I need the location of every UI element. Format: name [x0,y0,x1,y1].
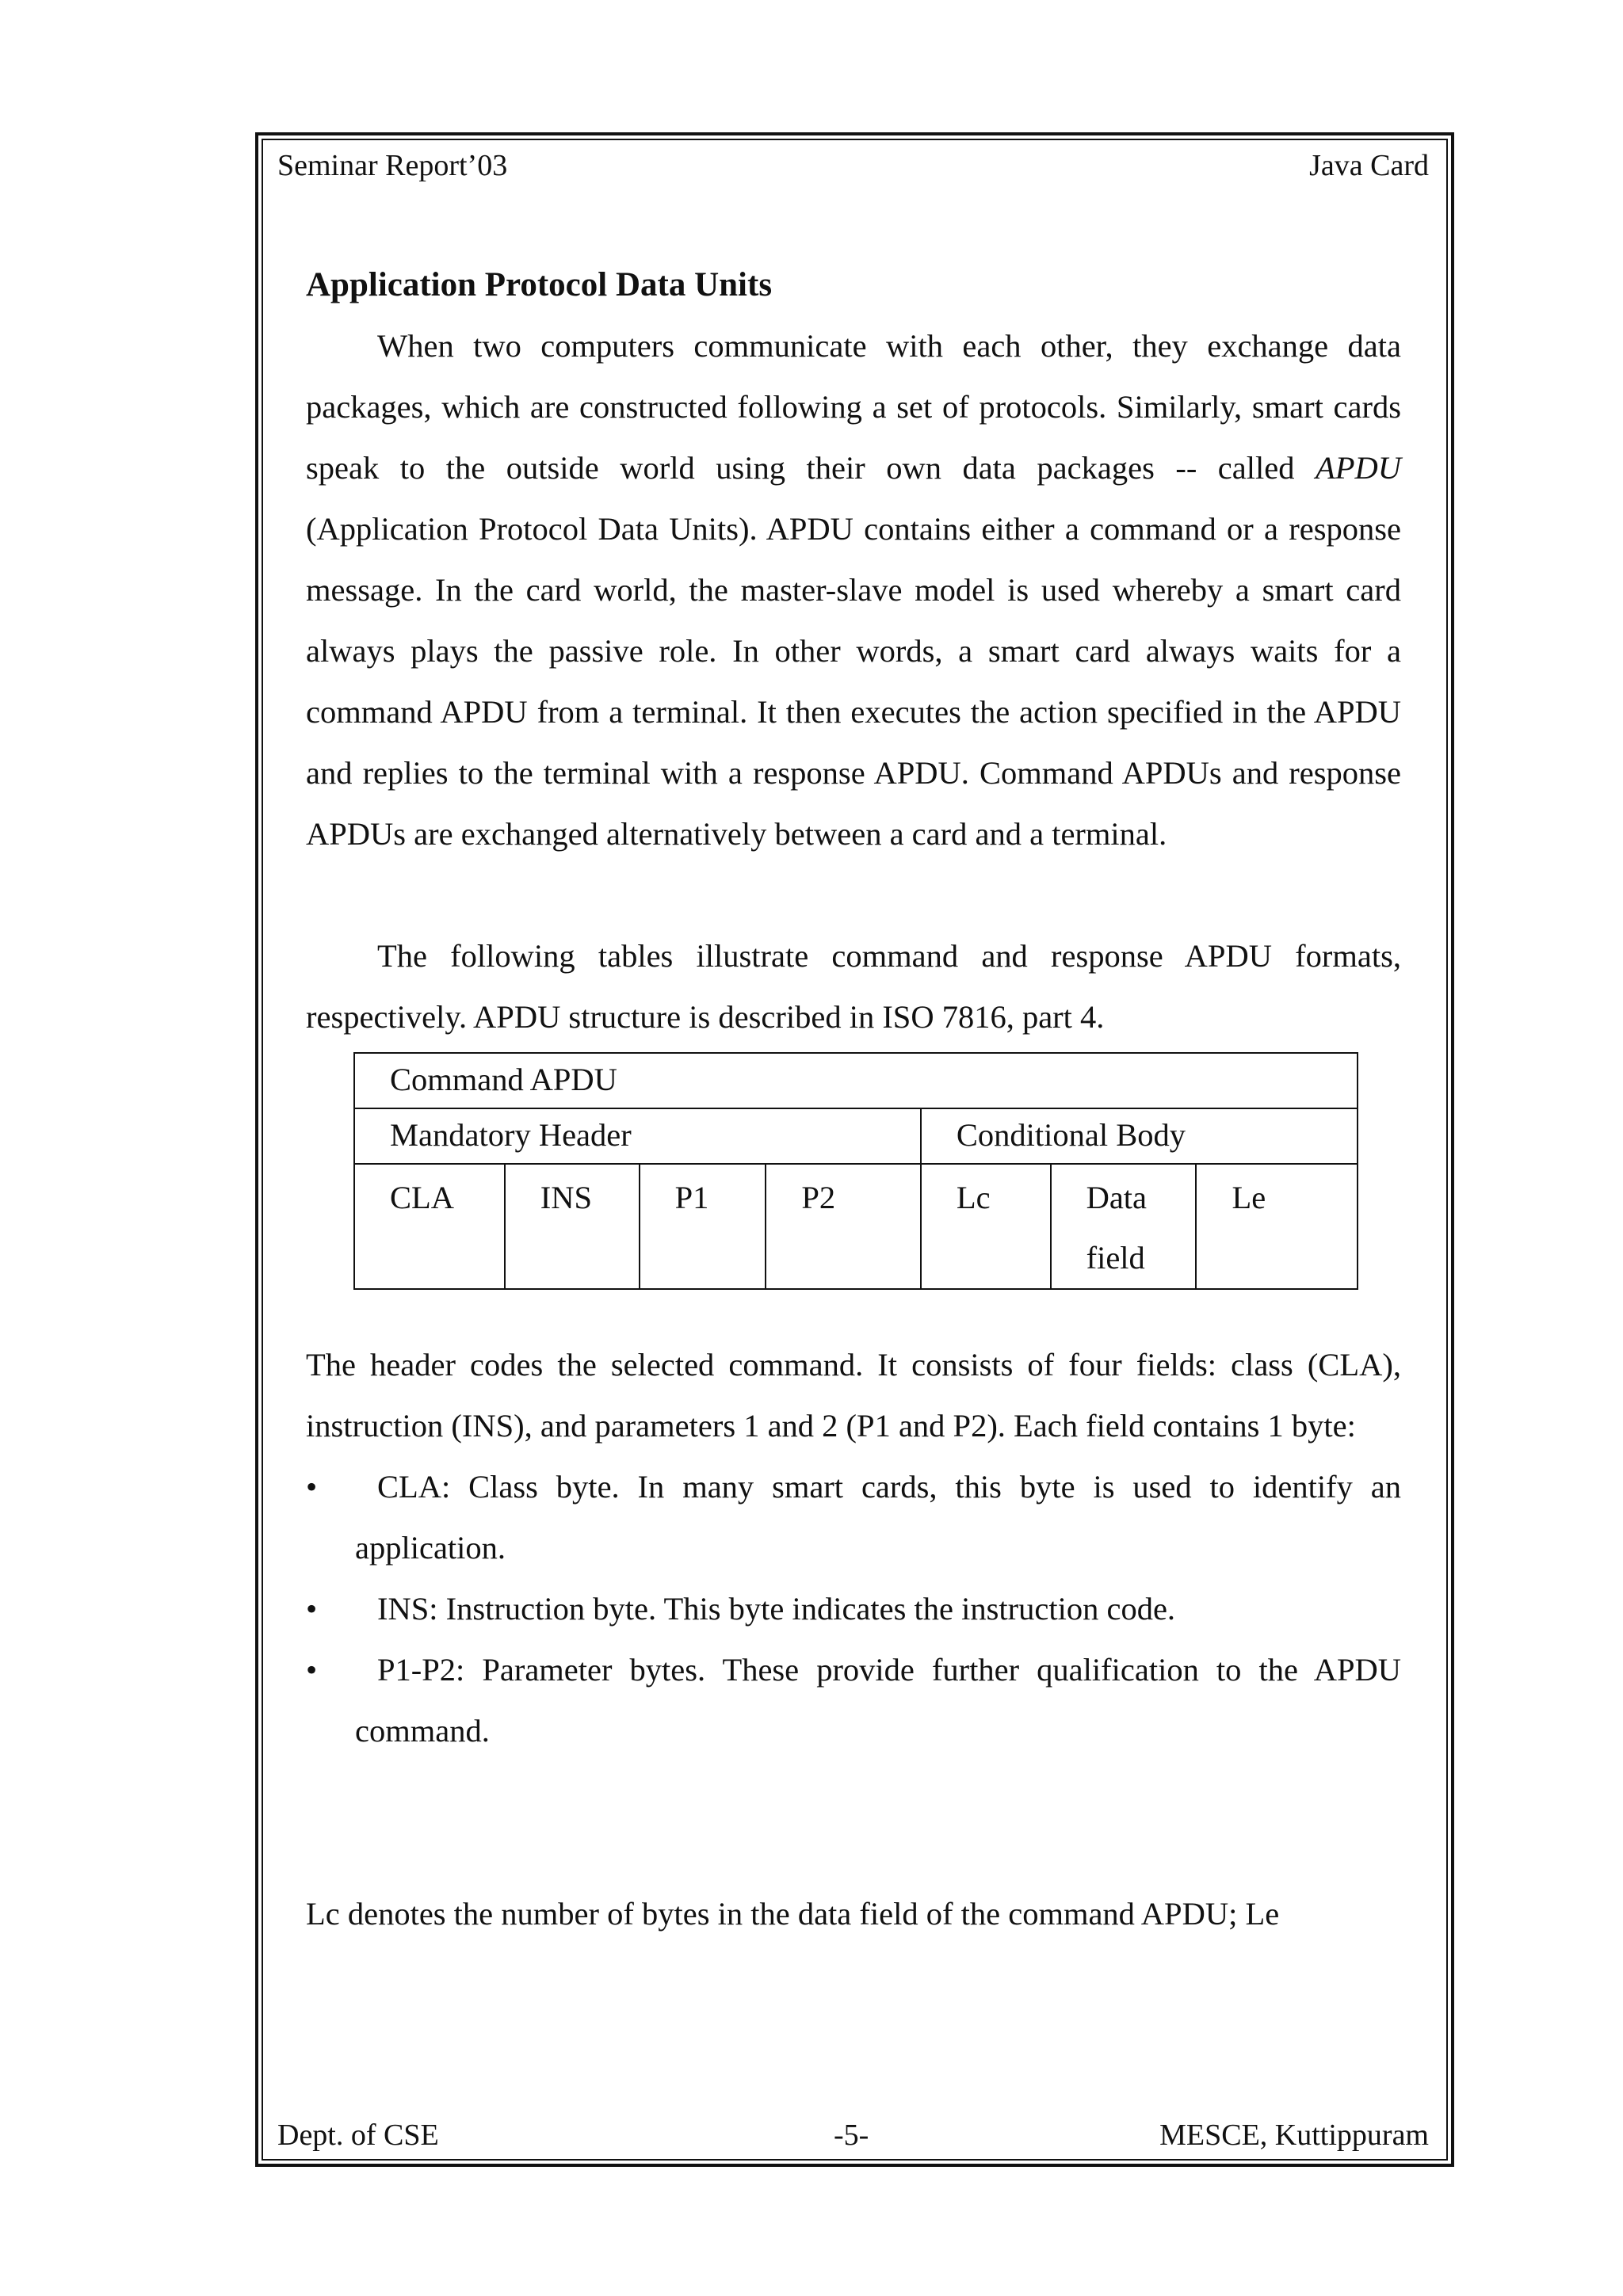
mandatory-header-cell: Mandatory Header [354,1108,921,1164]
column-p2: P2 [766,1164,921,1289]
table-title-cell: Command APDU [354,1053,1358,1108]
running-header-left: Seminar Report’03 [277,149,508,182]
list-item [306,1578,1401,1639]
page-number: -5- [834,2119,869,2152]
list-item-text: INS: Instruction byte. This byte indicates the instruction code. [377,1591,1176,1627]
column-data-field: Data field [1051,1164,1197,1289]
list-item [306,1456,1401,1578]
column-ins: INS [505,1164,640,1289]
bullet-icon: • [306,1469,318,1505]
list-item-text: CLA: Class byte. In many smart cards, this byte is used to identify an application. [355,1469,1401,1566]
column-p1: P1 [640,1164,766,1289]
command-apdu-table [353,1052,1358,1290]
running-header-right: Java Card [1309,149,1429,182]
bullet-icon: • [306,1591,318,1627]
header-fields-list [306,1456,1401,1761]
column-lc: Lc [921,1164,1051,1289]
list-item-text: P1-P2: Parameter bytes. These provide further qualification to the APDU command. [355,1652,1401,1749]
section-title: Application Protocol Data Units [306,266,773,303]
paragraph-intro [306,315,1401,864]
footer-right: MESCE, Kuttippuram [1159,2119,1429,2152]
spacer [306,1761,1401,1883]
bullet-icon: • [306,1652,318,1688]
paragraph-tables-intro: The following tables illustrate command and response APDU formats, respectively. APDU structure is described in ISO 7816, part 4. [306,938,1401,1035]
paragraph-intro-part2: (Application Protocol Data Units). APDU contains either a command or a response message. In the card world, the master-slave model is used whereby a smart card always plays the passive role. In other words, a smart card always waits for a command APDU from a terminal. It then executes the action specified in the APDU and replies to the terminal with a response APDU. Command APDUs and response APDUs are exchanged alternatively between a card and a terminal. [306,511,1401,852]
column-le: Le [1196,1164,1358,1289]
list-item [306,1639,1401,1761]
spacer [306,864,1401,925]
paragraph-lc-le: Lc denotes the number of bytes in the data field of the command APDU; Le [306,1896,1280,1932]
footer-left: Dept. of CSE [277,2119,439,2152]
apdu-term: APDU [1316,450,1401,486]
paragraph-header-codes: The header codes the selected command. It consists of four fields: class (CLA), instruction (INS), and parameters 1 and 2 (P1 and P2). Each field contains 1 byte: [306,1347,1401,1444]
column-cla: CLA [354,1164,505,1289]
conditional-body-cell: Conditional Body [921,1108,1358,1164]
page-content [306,265,1401,1944]
paragraph-intro-part1: When two computers communicate with each other, they exchange data packages, which are constructed following a set of protocols. Similarly, smart cards speak to the outside world using their own data packages -- called [306,328,1401,486]
